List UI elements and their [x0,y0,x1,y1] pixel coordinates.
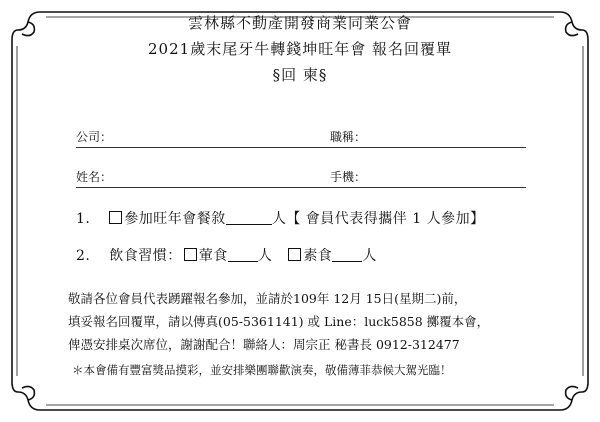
item-2-number: 2. [76,248,91,264]
phone-label: 手機： [330,170,367,184]
event-title: 2021歲末尾牙牛轉錢坤旺年會 報名回覆單 [148,40,452,58]
meat-count-blank[interactable] [228,261,258,262]
meat-unit: 人 [257,248,273,264]
prize-note: ＊本會備有豐富獎品摸彩，並安排樂團聯歡演奏，敬備薄菲恭候大駕光臨！ [72,363,452,377]
instructions-line-2: 填妥報名回覆單，請以傳真(05-5361141) 或 Line：luck5858 擲覆本會， [68,314,490,329]
company-title-line[interactable] [76,147,526,148]
veg-count-blank[interactable] [332,261,362,262]
item-attend [76,208,485,228]
veg-label: 素食 [303,248,333,264]
reply-heading: §回 柬§ [272,66,328,84]
veg-unit: 人 [362,248,377,264]
company-label: 公司： [76,130,113,144]
name-label: 姓名： [76,170,113,184]
item-1-number: 1. [76,211,91,227]
instructions-line-3: 俾憑安排桌次席位，謝謝配合！聯絡人：周宗正 秘書長 0912-312477 [68,337,460,352]
attend-label: 參加旺年會餐敘 [124,211,226,227]
org-title: 雲林縣不動產開發商業同業公會 [187,14,412,32]
title-label: 職稱： [330,130,367,144]
instructions-line-1: 敬請各位會員代表踴躍報名參加，並請於109年 12月 15日(星期二)前， [68,291,467,306]
item-diet [76,245,377,265]
attend-checkbox[interactable] [109,211,122,224]
meat-checkbox[interactable] [184,248,197,261]
meat-label: 葷食 [198,248,228,264]
name-phone-line[interactable] [76,187,526,188]
attend-unit-note: 人【 會員代表得攜伴 1 人參加】 [271,211,485,227]
attend-count-blank[interactable] [226,224,272,225]
veg-checkbox[interactable] [288,248,301,261]
diet-label: 飲食習慣： [109,248,182,264]
